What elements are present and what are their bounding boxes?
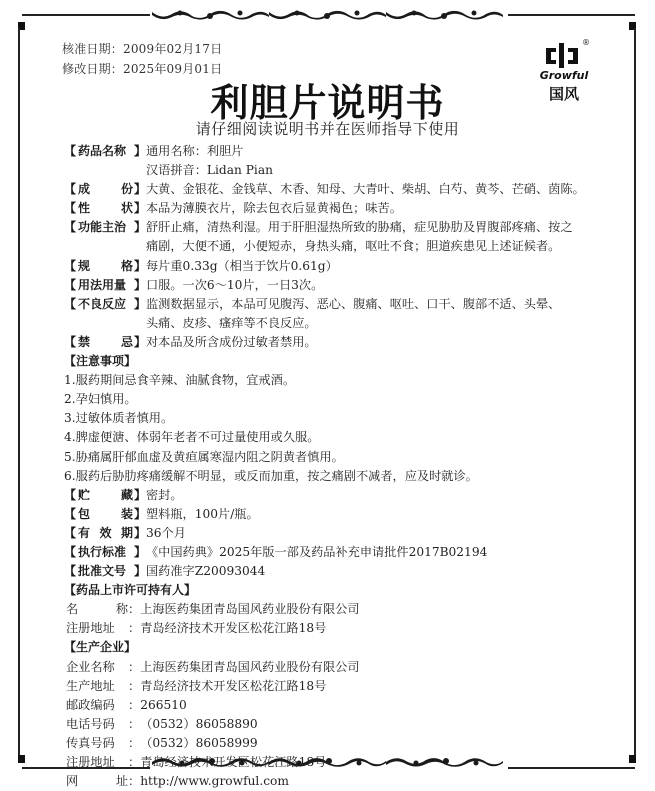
floral-ornament-top [152, 8, 504, 22]
section-label: 【 药品名称 】 [64, 144, 146, 158]
appearance-value: 本品为薄膜衣片，除去包衣后显黄褐色；味苦。 [146, 201, 402, 216]
precaution-item: 1.服药期间忌食辛辣、油腻食物，宜戒酒。 [64, 373, 296, 388]
specification-value: 每片重0.33g（相当于饮片0.61g） [146, 258, 338, 273]
adverse-reactions-value-cont: 头痛、皮疹、瘙痒等不良反应。 [146, 315, 317, 330]
section-label: 【 成 份 】 [64, 182, 146, 197]
postal-code-field: 邮政编码 ： 266510 [64, 696, 624, 715]
postal-code-value: 266510 [140, 697, 187, 712]
section-approval-number [64, 562, 624, 581]
dosage-value: 口服。一次6～10片，一日3次。 [146, 277, 324, 292]
precaution-item: 4.脾虚便溏、体弱年老者不可过量使用或久服。 [64, 430, 320, 445]
corner-ornament [629, 755, 636, 763]
package-value: 塑料瓶，100片/瓶。 [146, 506, 259, 521]
section-label: 【 包 装 】 [64, 506, 146, 521]
adverse-reactions-value: 监测数据显示，本品可见腹泻、恶心、腹痛、呕吐、口干、腹部不适、头晕、 [146, 296, 561, 311]
page-subtitle: 请仔细阅读说明书并在医师指导下使用 [195, 120, 460, 138]
corner-ornament [18, 755, 25, 763]
section-label: 【 执行标准 】 [64, 544, 146, 559]
precaution-item: 2.孕妇慎用。 [64, 392, 137, 407]
standard-value: 《中国药典》2025年版一部及药品补充申请批件2017B02194 [146, 544, 488, 559]
section-dosage [64, 276, 624, 295]
section-label: 【 性 状 】 [64, 201, 146, 216]
section-appearance [64, 199, 624, 218]
shelf-life-value: 36个月 [146, 525, 186, 540]
revision-date-value: 2025年09月01日 [123, 62, 223, 76]
frame-rule [22, 14, 150, 16]
fax-field: 传真号码 ： （0532）86058999 [64, 734, 624, 753]
section-label: 【 功能主治 】 [64, 220, 146, 235]
revision-date-label: 修改日期： [62, 62, 124, 76]
section-label: 【 不良反应 】 [64, 296, 146, 311]
section-manufacturer-heading: 【生产企业】 [64, 640, 137, 655]
section-mah-heading: 【药品上市许可持有人】 [64, 583, 197, 598]
growful-mark-icon [544, 42, 580, 68]
section-label: 【 有 效 期 】 [64, 525, 146, 540]
section-label: 【 批准文号 】 [64, 564, 146, 579]
manufacturer-name-value: 上海医药集团青岛国风药业股份有限公司 [140, 659, 360, 674]
registered-address-value: 青岛经济技术开发区松花江路18号 [140, 755, 327, 769]
section-specification [64, 257, 624, 276]
logo-brand-en: Growful [539, 69, 589, 82]
page-title: 利胆片说明书 [210, 81, 445, 125]
production-address-field: 生产地址 ： 青岛经济技术开发区松花江路18号 [64, 677, 624, 696]
phone-field: 电话号码 ： （0532）86058890 [64, 715, 624, 734]
mah-name-field: 名 称 ： 上海医药集团青岛国风药业股份有限公司 [64, 600, 624, 619]
manufacturer-name-field: 企业名称 ： 上海医药集团青岛国风药业股份有限公司 [64, 658, 624, 677]
mah-name-value: 上海医药集团青岛国风药业股份有限公司 [140, 602, 360, 617]
precaution-item: 3.过敏体质者慎用。 [64, 411, 174, 426]
approval-date-value: 2009年02月17日 [123, 42, 223, 56]
section-label: 【 用法用量 】 [64, 277, 146, 292]
indications-value-cont: 痛剧，大便不通，小便短赤，身热头痛，呕吐不食；胆道疾患见上述证候者。 [146, 239, 561, 254]
precaution-item: 6.服药后胁肋疼痛缓解不明显，或反而加重，按之痛剧不减者，应及时就诊。 [64, 468, 478, 483]
logo-brand-cn: 国风 [548, 85, 579, 103]
website-field: 网 址 ： http://www.growful.com [64, 772, 624, 791]
fax-value: （0532）86058999 [140, 735, 258, 750]
decorative-frame-top [0, 0, 655, 30]
section-ingredients [64, 180, 624, 199]
contraindications-value: 对本品及所含成份过敏者禁用。 [146, 334, 317, 349]
mah-address-field: 注册地址 ： 青岛经济技术开发区松花江路18号 [64, 619, 624, 638]
phone-value: （0532）86058890 [140, 716, 258, 731]
section-standard [64, 543, 624, 562]
section-label: 【 贮 藏 】 [64, 487, 146, 502]
section-package [64, 505, 624, 524]
generic-name: 通用名称：利胆片 [146, 144, 244, 158]
storage-value: 密封。 [146, 487, 183, 502]
section-shelf-life [64, 524, 624, 543]
indications-value: 舒肝止痛，清热利湿。用于肝胆湿热所致的胁痛，症见胁肋及胃腹部疼痛、按之 [146, 220, 573, 235]
registered-mark: ® [582, 38, 590, 47]
section-contraindications [64, 333, 624, 352]
mah-address-value: 青岛经济技术开发区松花江路18号 [140, 621, 327, 636]
section-adverse-reactions [64, 295, 624, 314]
leaflet-body [64, 142, 624, 791]
section-label: 【 禁 忌 】 [64, 334, 146, 349]
website-link: http://www.growful.com [140, 774, 289, 789]
registered-address-field: 注册地址 ： 青岛经济技术开发区松花江路18号 [64, 753, 624, 772]
production-address-value: 青岛经济技术开发区松花江路18号 [140, 678, 327, 693]
approval-date-label: 核准日期： [62, 42, 124, 56]
pinyin-name: 汉语拼音：Lidan Pian [146, 163, 273, 178]
section-label: 【 规 格 】 [64, 258, 146, 273]
section-indications [64, 218, 624, 237]
ingredients-value: 大黄、金银花、金钱草、木香、知母、大青叶、柴胡、白芍、黄芩、芒硝、茵陈。 [146, 182, 585, 197]
section-precautions-heading: 【注意事项】 [64, 354, 137, 369]
frame-rule [508, 14, 635, 16]
section-drug-name [64, 142, 624, 161]
precaution-item: 5.胁痛属肝郁血虚及黄疸属寒湿内阻之阴黄者慎用。 [64, 449, 344, 464]
approval-number-value: 国药准字Z20093044 [146, 564, 266, 579]
approval-date [62, 40, 222, 57]
section-storage [64, 486, 624, 505]
